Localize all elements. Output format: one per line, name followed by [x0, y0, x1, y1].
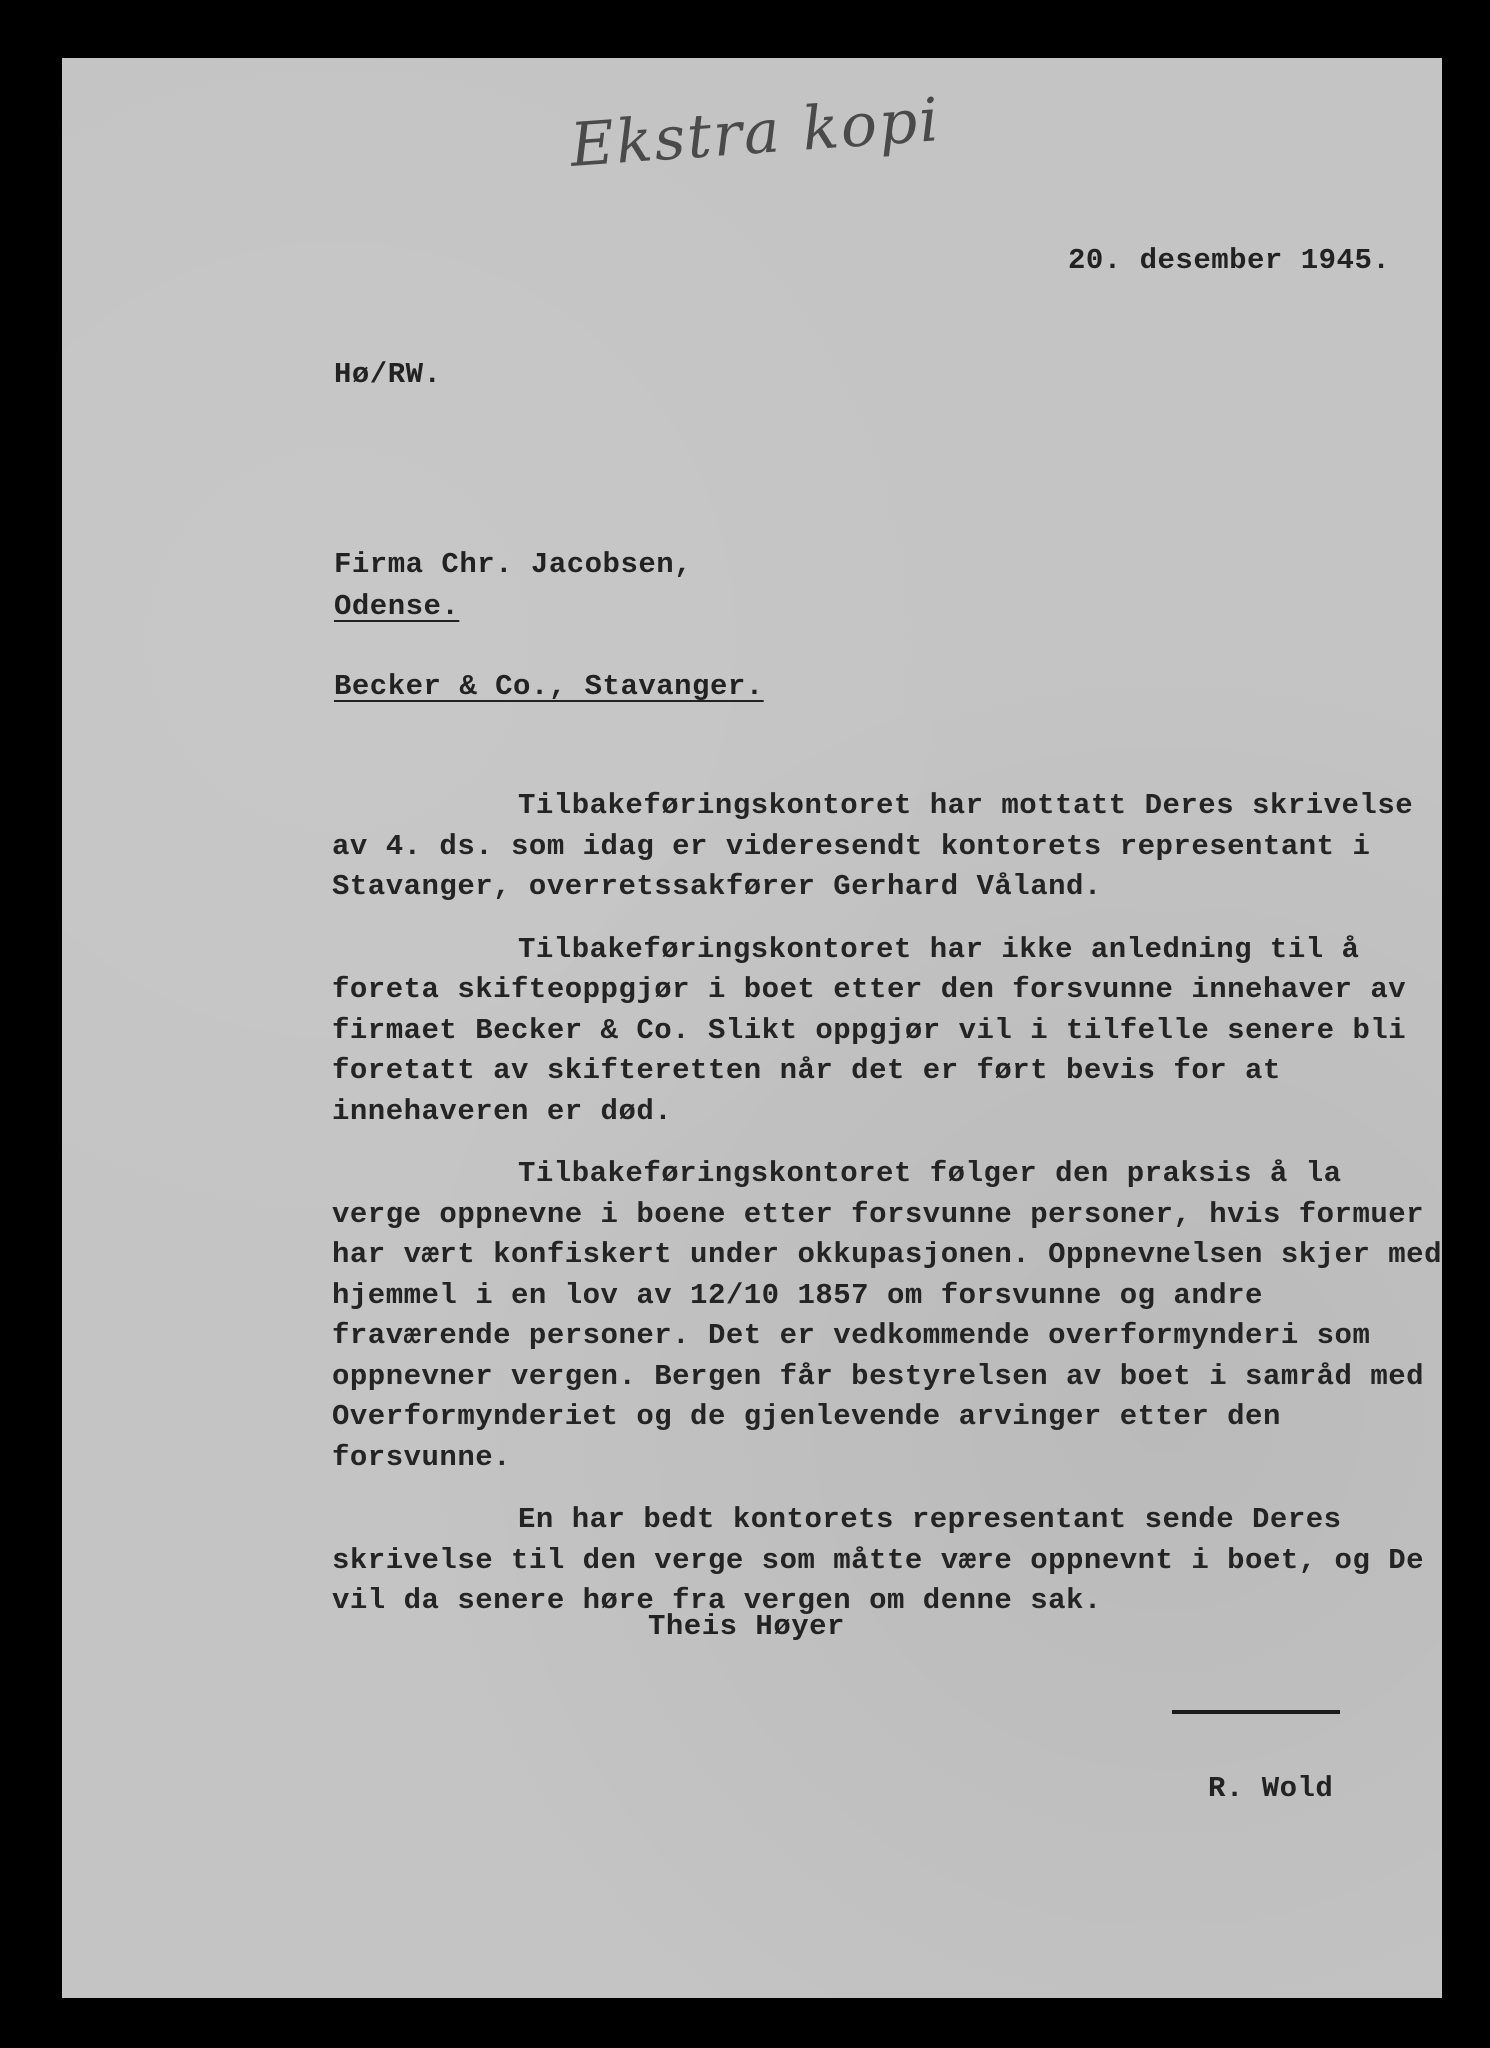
- recipient-city: Odense.: [334, 590, 460, 623]
- recipient-name: Firma Chr. Jacobsen,: [334, 548, 693, 581]
- letter-body: [332, 786, 1442, 1644]
- document-page: [62, 58, 1442, 1998]
- body-paragraph-4: En har bedt kontorets representant sende Deres skrivelse til den verge som måtte være oppnevnt i boet, og De vil da senere høre fra vergen om denne sak.: [332, 1503, 1425, 1617]
- body-paragraph-2: Tilbakeføringskontoret har ikke anledning til å foreta skifteoppgjør i boet etter den forsvunne innehaver av firmaet Becker & Co. Slikt oppgjør vil i tilfelle senere bli foretatt av skifteretten når det er ført bevis for at innehaveren er død.: [332, 932, 1407, 1128]
- signatory-primary: Theis Høyer: [648, 1610, 845, 1643]
- signature-line: [1172, 1710, 1340, 1714]
- body-paragraph-1: Tilbakeføringskontoret har mottatt Deres skrivelse av 4. ds. som idag er videresendt kontorets representant i Stavanger, overretssakfører Gerhard Våland.: [332, 789, 1414, 903]
- reference-code: Hø/RW.: [334, 358, 442, 391]
- handwritten-annotation: Ekstra kopi: [568, 85, 943, 181]
- letter-date: 20. desember 1945.: [1068, 244, 1391, 277]
- subject-line: Becker & Co., Stavanger.: [334, 670, 764, 703]
- signatory-secondary: R. Wold: [1208, 1772, 1334, 1805]
- body-paragraph-3: Tilbakeføringskontoret følger den praksis å la verge oppnevne i boene etter forsvunne personer, hvis formuer har vært konfiskert under okkupasjonen. Oppnevnelsen skjer med hjemmel i en lov av 12/10 1857 om forsvunne og andre fraværende personer. Det er vedkommende overformynderi som oppnevner vergen. Bergen får bestyrelsen av boet i samråd med Overformynderiet og de gjenlevende arvinger etter den forsvunne.: [332, 1157, 1442, 1474]
